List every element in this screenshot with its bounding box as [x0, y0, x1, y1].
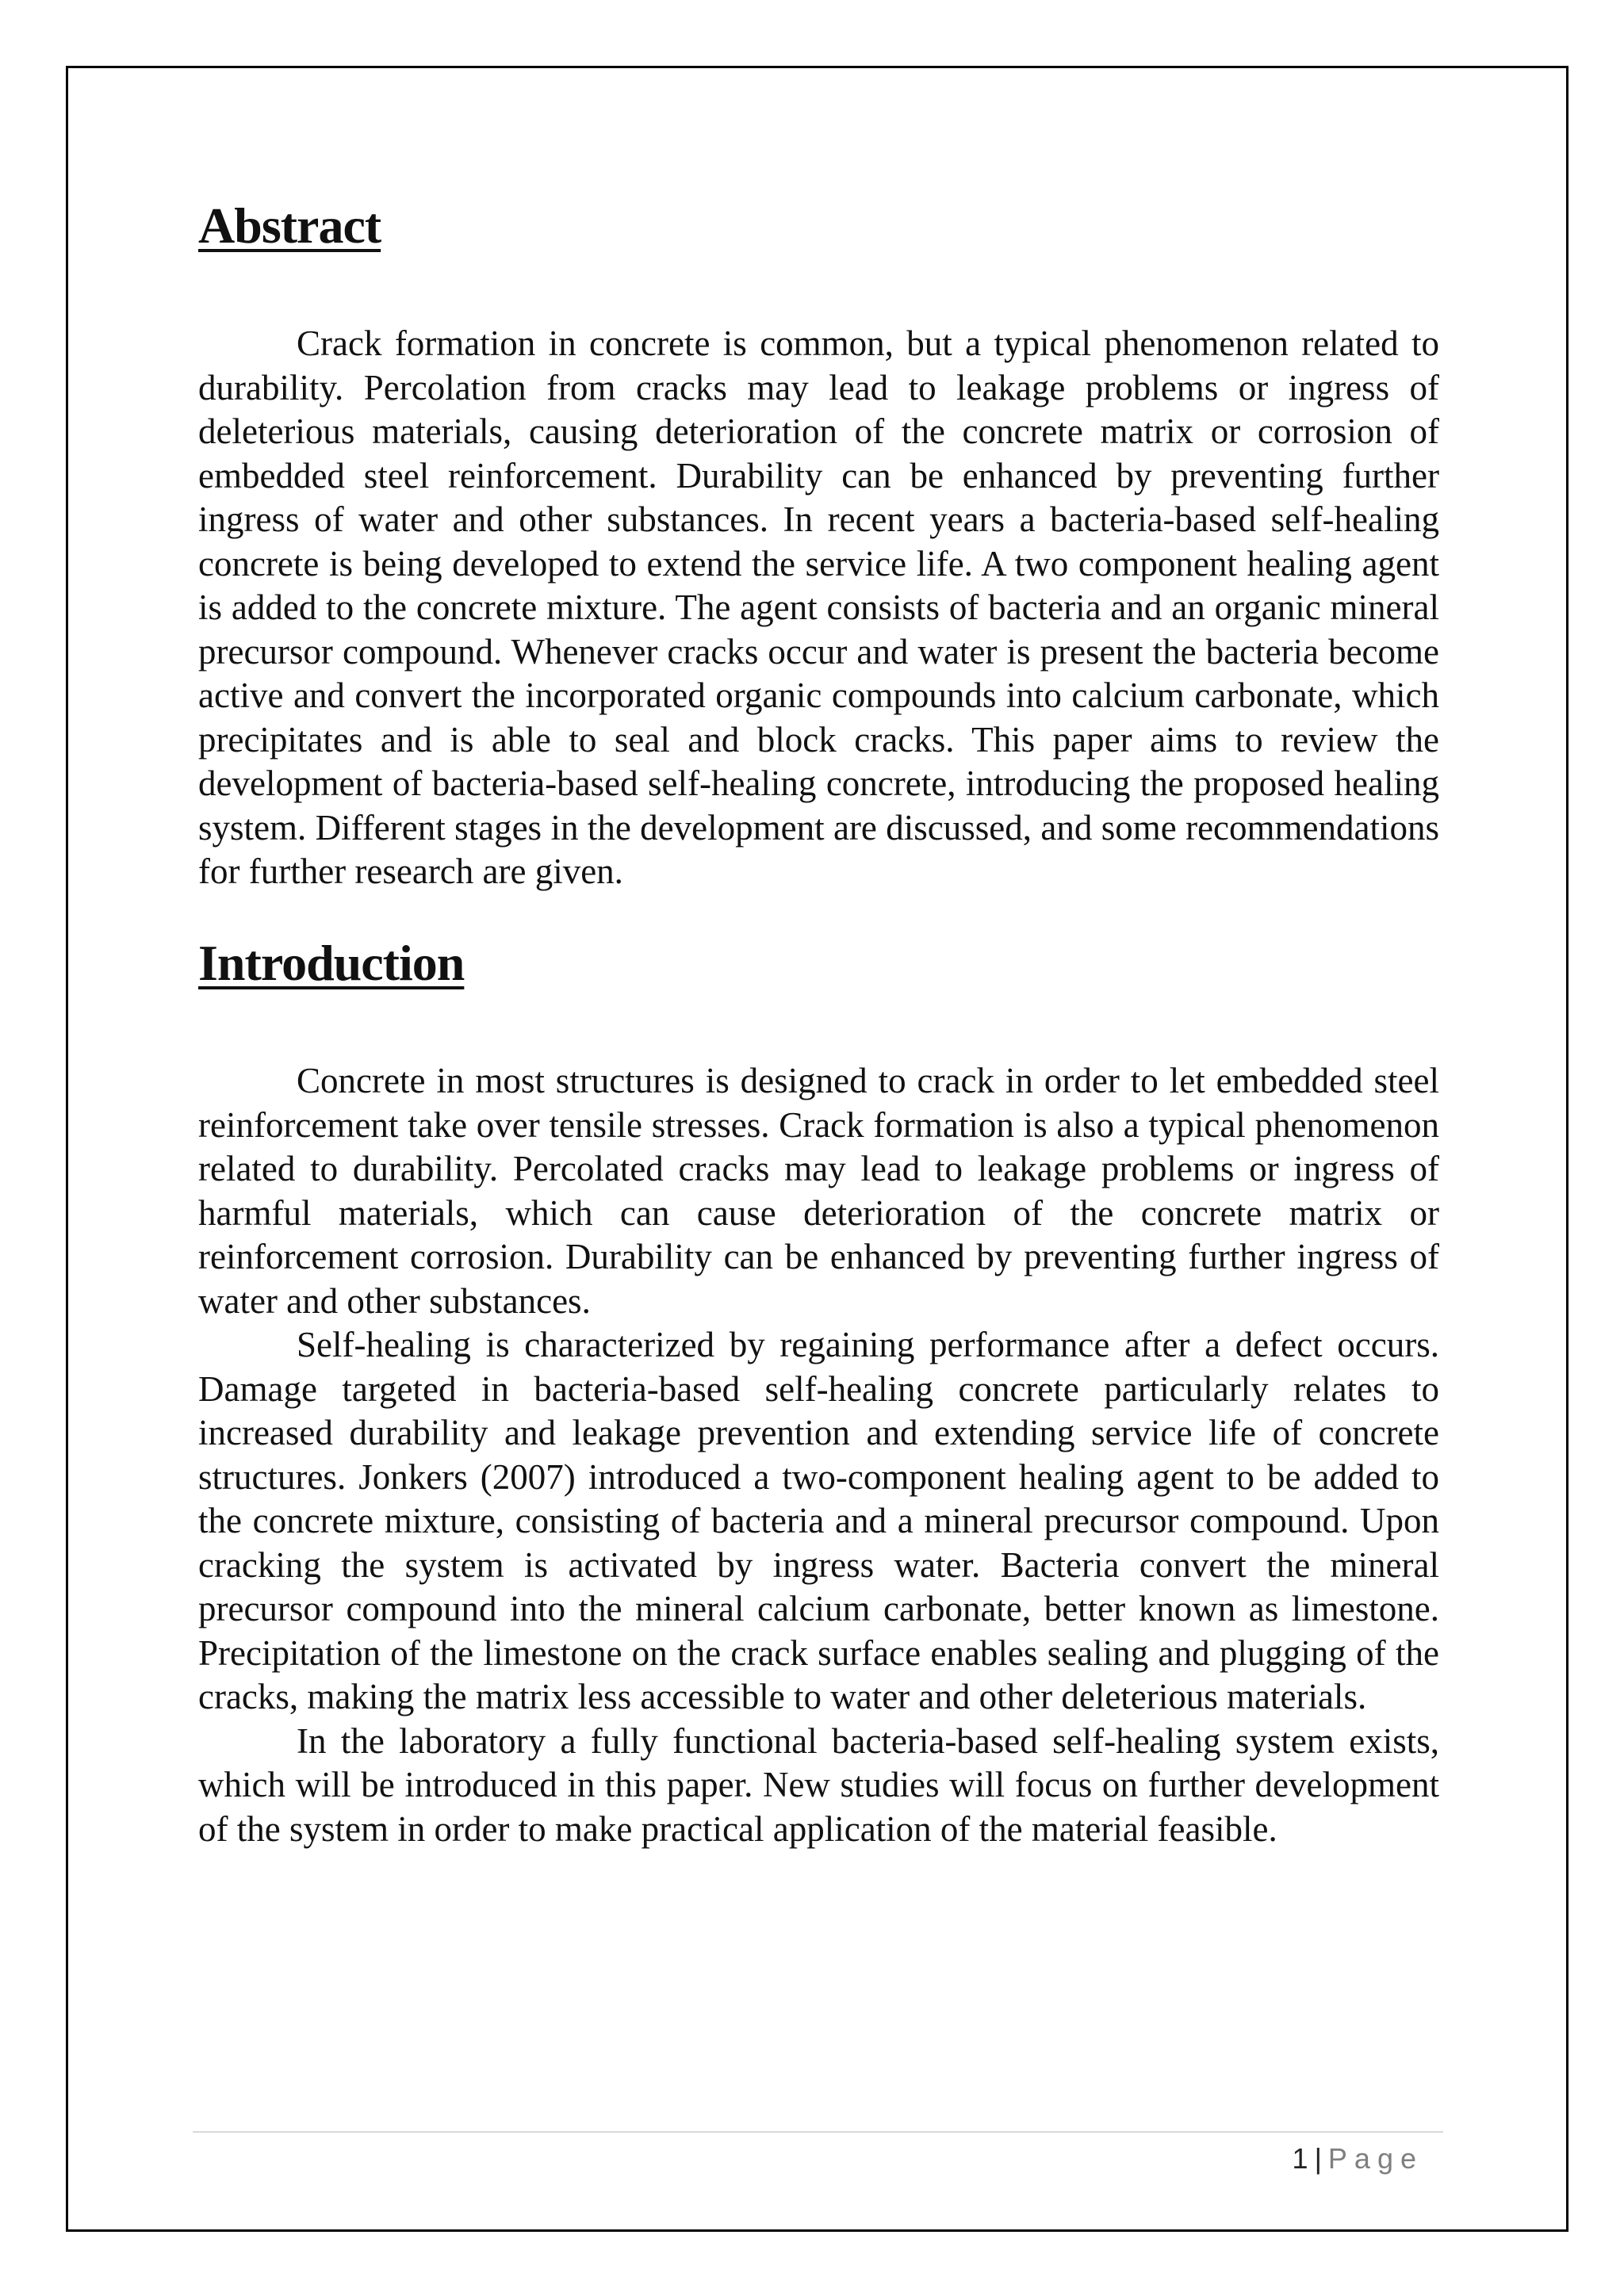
page-number: 1	[1292, 2142, 1308, 2175]
introduction-paragraph-2: Self-healing is characterized by regaining performance after a defect occurs. Damage targeted in bacteria-based self-healing concrete particularly relates to increased durability and leakage prevention and extending service life of concrete structures. Jonkers (2007) introduced a two-component healing agent to be added to the concrete mixture, consisting of bacteria and a mineral precursor compound. Upon cracking the system is activated by ingress water. Bacteria convert the mineral precursor compound into the mineral calcium carbonate, better known as limestone. Precipitation of the limestone on the crack surface enables sealing and plugging of the cracks, making the matrix less accessible to water and other deleterious materials.	[198, 1325, 1439, 1717]
introduction-paragraph-1: Concrete in most structures is designed to crack in order to let embedded steel reinforcement take over tensile stresses. Crack formation is also a typical phenomenon related to durability. Percolated cracks may lead to leakage problems or ingress of harmful materials, which can cause deterioration of the concrete matrix or reinforcement corrosion. Durability can be enhanced by preventing further ingress of water and other substances.	[198, 1061, 1439, 1321]
introduction-heading: Introduction	[198, 934, 465, 991]
page-footer	[1293, 2142, 1423, 2175]
footer-divider	[193, 2131, 1443, 2133]
document-body	[198, 190, 1439, 1851]
page-label: Page	[1327, 2142, 1423, 2175]
abstract-heading: Abstract	[198, 197, 381, 254]
abstract-paragraph: Crack formation in concrete is common, but a typical phenomenon related to durability. Percolation from cracks may lead to leakage problems or ingress of deleterious materials, causing deterioration of the concrete matrix or corrosion of embedded steel reinforcement. Durability can be enhanced by preventing further ingress of water and other substances. In recent years a bacteria-based self-healing concrete is being developed to extend the service life. A two component healing agent is added to the concrete mixture. The agent consists of bacteria and an organic mineral precursor compound. Whenever cracks occur and water is present the bacteria become active and convert the incorporated organic compounds into calcium carbonate, which precipitates and is able to seal and block cracks. This paper aims to review the development of bacteria-based self-healing concrete, introducing the proposed healing system. Different stages in the development are discussed, and some recommendations for further research are given.	[198, 323, 1439, 892]
footer-separator: |	[1314, 2142, 1322, 2175]
introduction-paragraph-3: In the laboratory a fully functional bacteria-based self-healing system exists, which will be introduced in this paper. New studies will focus on further development of the system in order to make practical application of the material feasible.	[198, 1720, 1439, 1849]
